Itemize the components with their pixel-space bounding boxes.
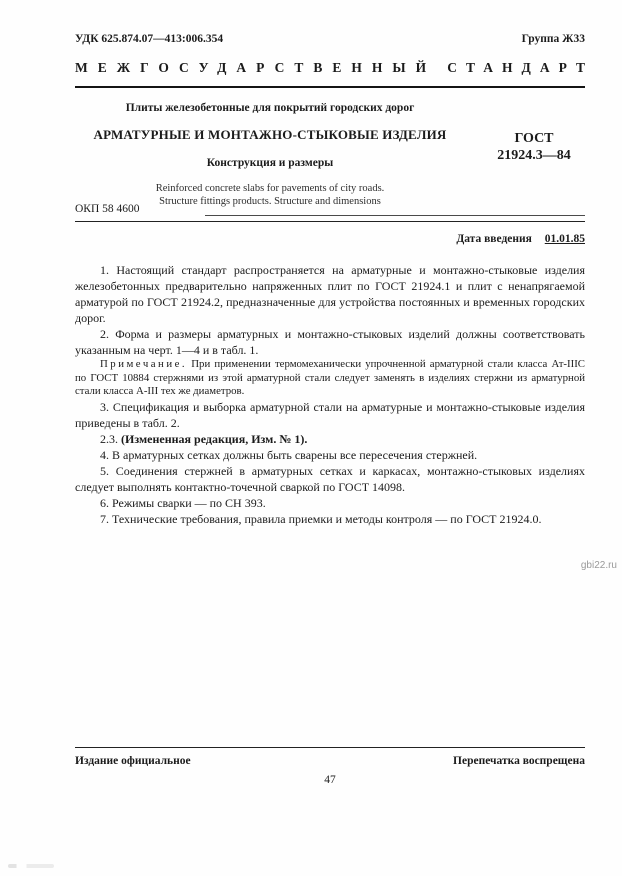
- note-text: При применении термомеханически упрочненной арматурной стали класса Ат-IIIC по ГОСТ 10884 стержнями из этой арматурной стали следует заменять в изделиях стержни из арматурной стали класса А-III тех же диаметров.: [75, 358, 586, 398]
- gost-label: ГОСТ: [514, 131, 554, 146]
- gost-designation: [482, 130, 586, 164]
- footer-rule: [75, 747, 585, 748]
- group-code: Группа Ж33: [521, 33, 585, 45]
- document-title: АРМАТУРНЫЕ И МОНТАЖНО-СТЫКОВЫЕ ИЗДЕЛИЯ: [93, 127, 447, 142]
- note-label: Примечание.: [100, 358, 188, 370]
- footer-row: [75, 755, 585, 767]
- document-body: [75, 262, 585, 527]
- header-classification-row: [75, 33, 585, 45]
- note-paragraph: [75, 358, 585, 399]
- amendment-text: (Измененная редакция, Изм. № 1).: [121, 431, 308, 446]
- date-value: 01.01.85: [544, 233, 585, 245]
- top-rule: [75, 86, 585, 88]
- paragraph-1: 1. Настоящий стандарт распространяется на арматурные и монтажно-стыковые изделия железобетонных предварительно напряженных плит по ГОСТ 21924.1 и плит с ненапрягаемой арматурой по ГОСТ 21924.2, предназначенные для устройства постоянных и временных городских дорог.: [75, 263, 585, 325]
- okp-code: ОКП 58 4600: [75, 203, 140, 215]
- introduction-date-row: [75, 233, 585, 245]
- okp-rule: [75, 221, 585, 222]
- paragraph-2: 2. Форма и размеры арматурных и монтажно-стыковых изделий должны соответствовать указанным на черт. 1—4 и в табл. 1.: [75, 327, 585, 357]
- page-number: 47: [324, 774, 336, 786]
- paragraph-5: 5. Соединения стержней в арматурных сетках и каркасах, монтажно-стыковых изделиях следует выполнять контактно-точечной сваркой по ГОСТ 14098.: [75, 463, 585, 494]
- amendment-paragraph: [75, 431, 585, 447]
- date-label: Дата введения: [456, 233, 532, 245]
- amendment-prefix: 2.3.: [100, 431, 118, 446]
- document-subtitle: Конструкция и размеры: [206, 157, 334, 169]
- corner-smudge: [8, 864, 54, 868]
- footer-edition-note: Издание официальное: [75, 755, 191, 767]
- title-english-line2: Structure fittings products. Structure and dimensions: [159, 196, 381, 207]
- paragraph-4: 4. В арматурных сетках должны быть сварены все пересечения стержней.: [100, 447, 478, 462]
- title-english-line1: Reinforced concrete slabs for pavements of city roads.: [155, 183, 385, 194]
- standard-kind-word1: МЕЖГОСУДАРСТВЕННЫЙ: [75, 60, 437, 75]
- footer-reprint-note: Перепечатка воспрещена: [453, 755, 585, 767]
- site-watermark: gbi22.ru: [580, 560, 617, 571]
- gost-number: 21924.3—84: [497, 148, 571, 163]
- udc-code: УДК 625.874.07—413:006.354: [75, 33, 224, 45]
- okp-row: [75, 203, 585, 215]
- standard-kind-heading: [75, 60, 594, 76]
- okp-underline: [205, 215, 585, 216]
- paragraph-7: 7. Технические требования, правила приемки и методы контроля — по ГОСТ 21924.0.: [100, 511, 542, 526]
- paragraph-3: 3. Спецификация и выборка арматурной стали на арматурные и монтажно-стыковые изделия приведены в табл. 2.: [75, 399, 585, 430]
- paragraph-6: 6. Режимы сварки — по СН 393.: [100, 495, 266, 510]
- title-block: [75, 102, 465, 208]
- document-subject: Плиты железобетонные для покрытий городских дорог: [125, 102, 415, 114]
- standard-kind-word2: СТАНДАРТ: [447, 60, 594, 75]
